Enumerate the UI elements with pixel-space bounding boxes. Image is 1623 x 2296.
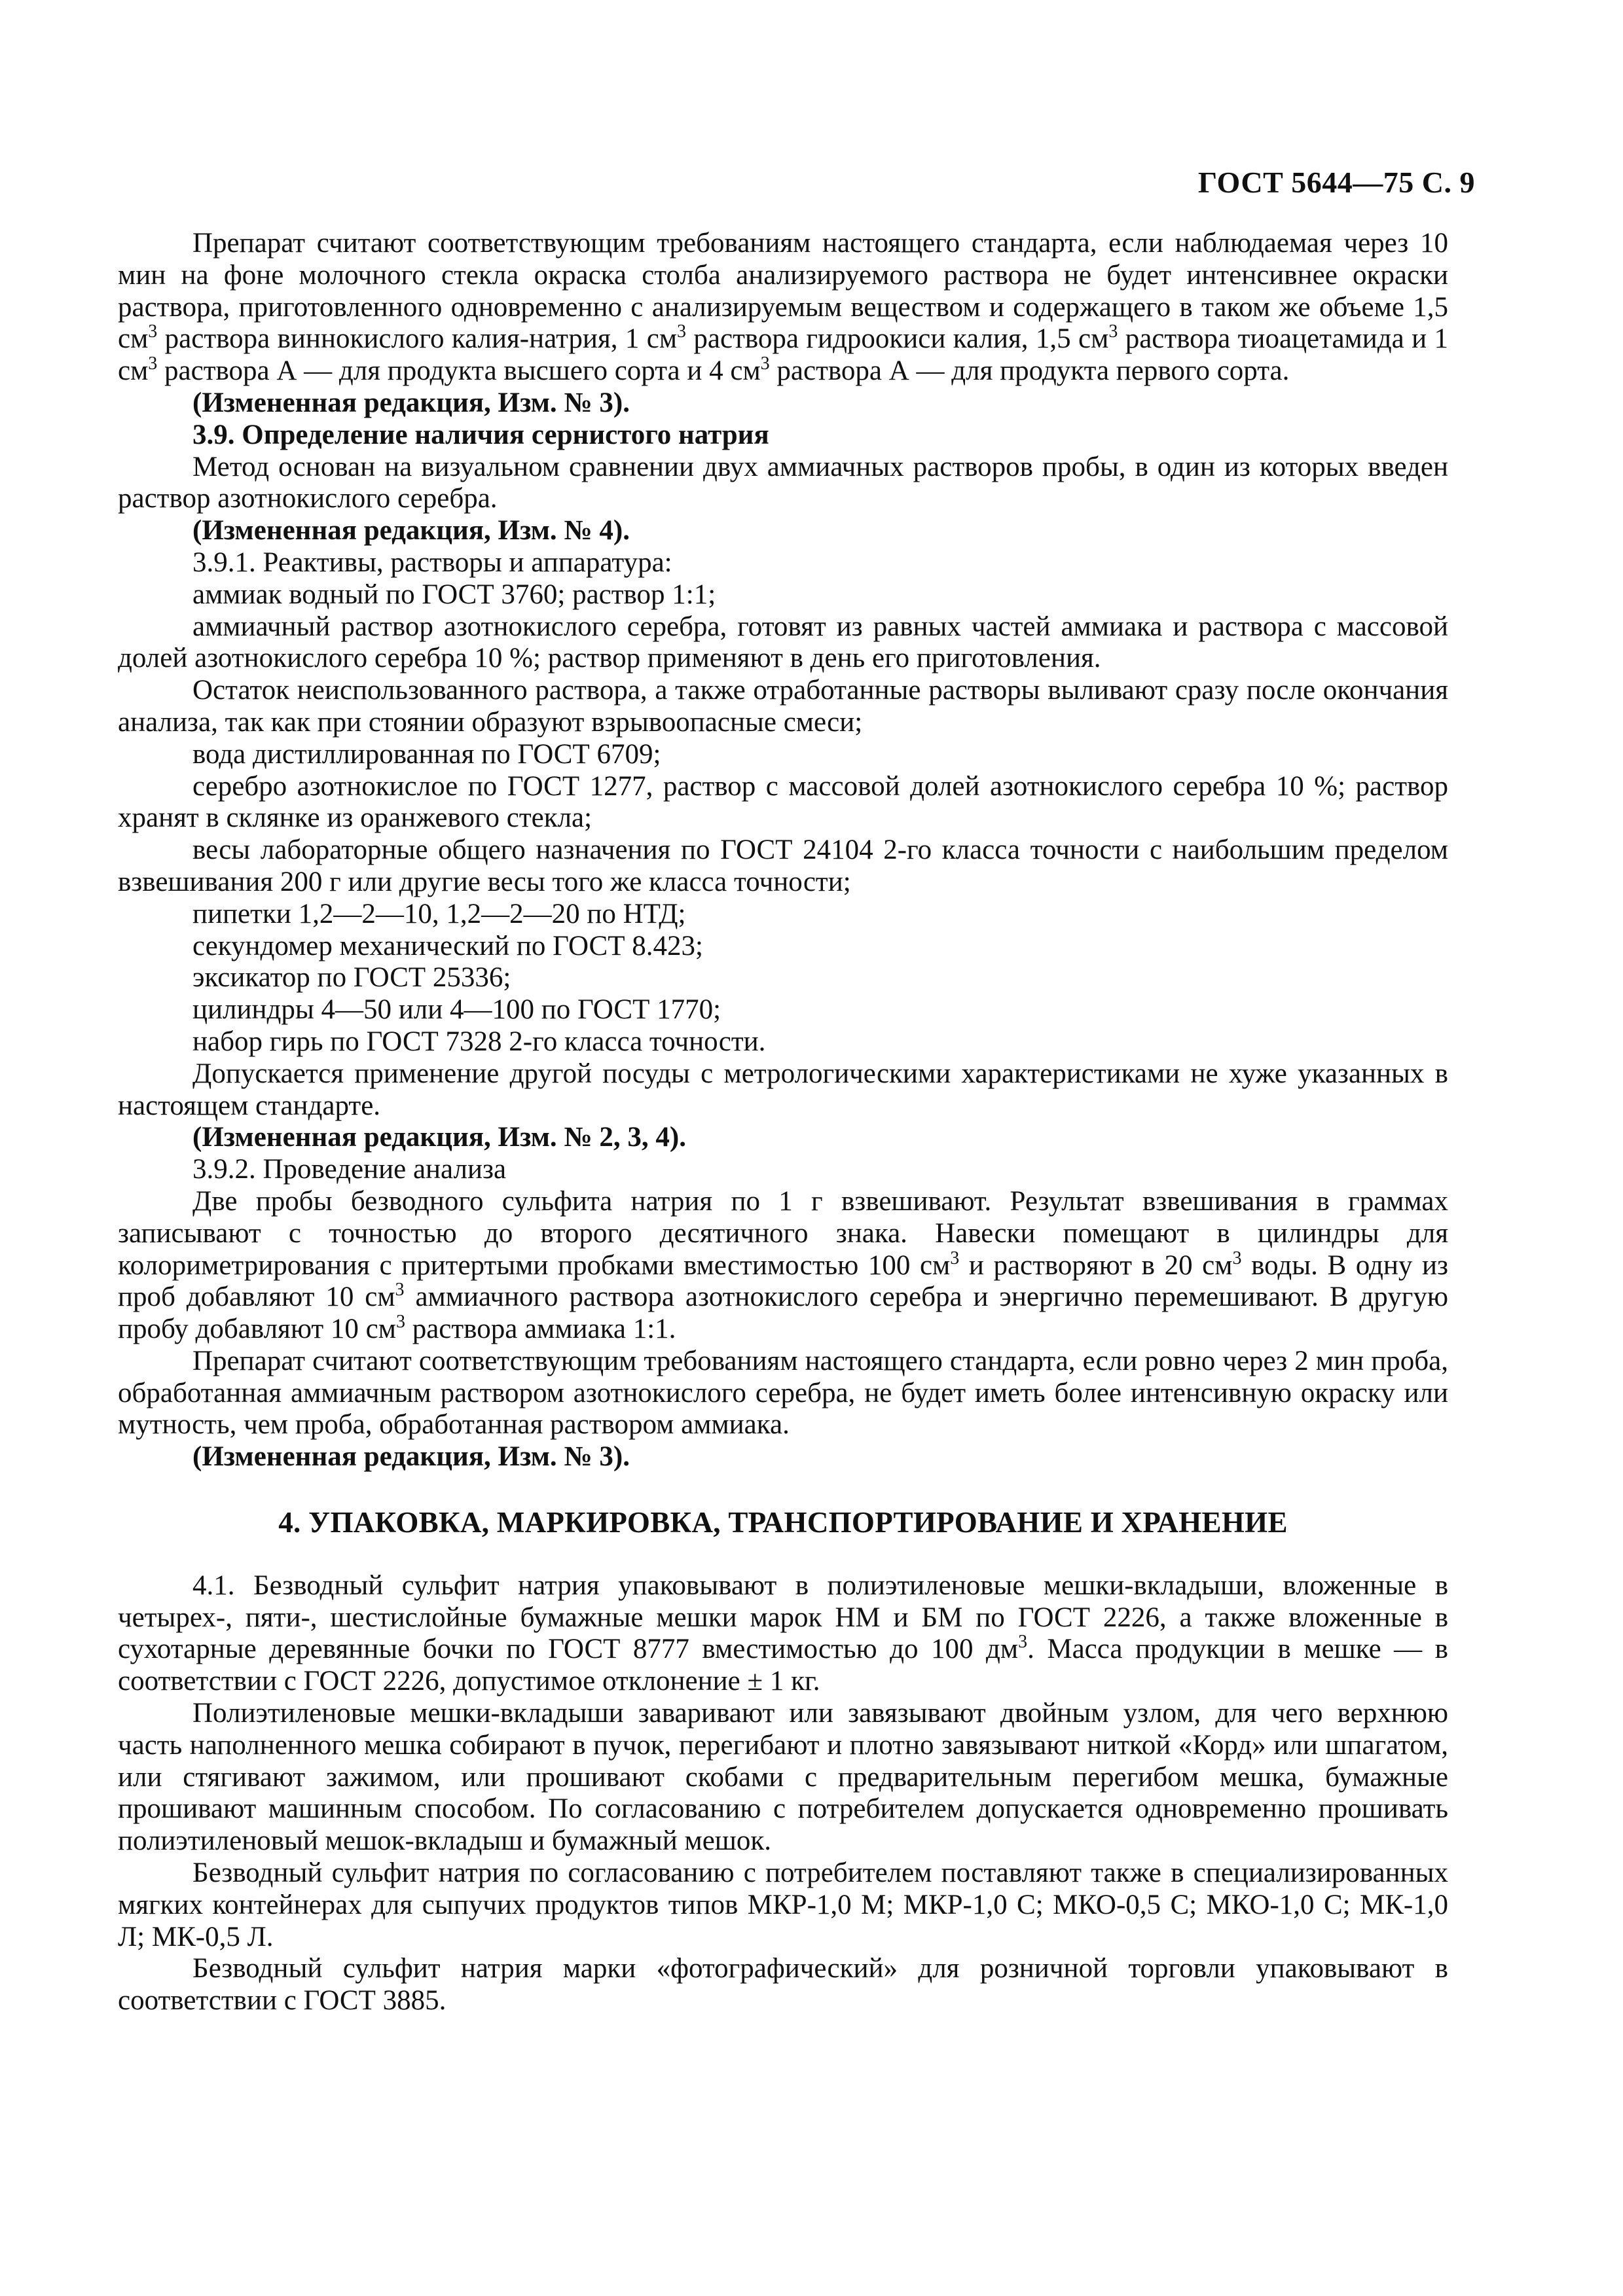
body-paragraph: Препарат считают соответствующим требованиям настоящего стандарта, если наблюдаемая через 10 мин на фоне молочного стекла окраска столба анализируемого раствора не будет интенсивнее окраски раствора, приготовленного одновременно с анализируемым веществом и содержащего в таком же объеме 1,5 $см^3$ раствора виннокислого калия-натрия, 1 $см^3$ раствора гидроокиси калия, 1,5 $см^3$ раствора тиоацетамида и 1 $см^3$ раствора А — для продукта высшего сорта и 4 $см^3$ раствора А — для продукта первого сорта. — [118, 228, 1448, 387]
bold-paragraph: (Измененная редакция, Изм. № 3). — [192, 1441, 630, 1473]
body-paragraph: аммиачный раствор азотнокислого серебра, готовят из равных частей аммиака и раствора с массовой долей азотнокислого серебра 10 %; раствор применяют в день его приготовления. — [118, 611, 1448, 674]
body-paragraph: Остаток неиспользованного раствора, а также отработанные растворы выливают сразу после окончания анализа, так как при стоянии образуют взрывоопасные смеси; — [118, 675, 1448, 738]
body-paragraph: аммиак водный по ГОСТ 3760; раствор 1:1; — [192, 579, 716, 610]
body-paragraph: цилиндры 4—50 или 4—100 по ГОСТ 1770; — [192, 994, 721, 1026]
body-paragraph: секундомер механический по ГОСТ 8.423; — [192, 930, 703, 961]
body-paragraph: 3.9.1. Реактивы, растворы и аппаратура: — [192, 547, 672, 578]
body-paragraph: Препарат считают соответствующим требованиям настоящего стандарта, если ровно через 2 мин проба, обработанная аммиачным раствором азотнокислого серебра, не будет иметь более интенсивную окраску или мутность, чем проба, обработанная раствором аммиака. — [118, 1345, 1448, 1441]
body-paragraph: Полиэтиленовые мешки-вкладыши заваривают или завязывают двойным узлом, для чего верхнюю часть наполненного мешка собирают в пучок, перегибают и плотно завязывают ниткой «Корд» или шпагатом, или стягивают зажимом, или прошивают скобами с предварительным перегибом мешка, бумажные прошивают машинным способом. По согласованию с потребителем допускается одновременно прошивать полиэтиленовый мешок-вкладыш и бумажный мешок. — [118, 1698, 1448, 1857]
bold-paragraph: (Измененная редакция, Изм. № 4). — [192, 515, 630, 547]
section-heading: 4. УПАКОВКА, МАРКИРОВКА, ТРАНСПОРТИРОВАНИЕ И ХРАНЕНИЕ — [278, 1506, 1288, 1539]
body-paragraph: серебро азотнокислое по ГОСТ 1277, раствор с массовой долей азотнокислого серебра 10 %; раствор хранят в склянке из оранжевого стекла; — [118, 770, 1448, 834]
body-paragraph: 3.9.2. Проведение анализа — [192, 1154, 507, 1185]
body-paragraph: Безводный сульфит натрия по согласованию с потребителем поставляют также в специализированных мягких контейнерах для сыпучих продуктов типов МКР-1,0 М; МКР-1,0 С; МКО-0,5 С; МКО-1,0 С; МК-1,0 Л; МК-0,5 Л. — [118, 1857, 1448, 1952]
body-paragraph: Две пробы безводного сульфита натрия по 1 г взвешивают. Результат взвешивания в граммах записывают с точностью до второго десятичного знака. Навески помещают в цилиндры для колориметрирования с притертыми пробками вместимостью 100 $см^3$ и растворяют в 20 $см^3$ воды. В одну из проб добавляют 10 $см^3$ аммиачного раствора азотнокислого серебра и энергично перемешивают. В другую пробу добавляют 10 $см^3$ раствора аммиака 1:1. — [118, 1185, 1448, 1345]
bold-paragraph: 3.9. Определение наличия сернистого натрия — [192, 419, 769, 450]
bold-paragraph: (Измененная редакция, Изм. № 2, 3, 4). — [192, 1122, 686, 1153]
body-paragraph: набор гирь по ГОСТ 7328 2-го класса точности. — [192, 1026, 766, 1057]
body-paragraph: Метод основан на визуальном сравнении двух аммиачных растворов пробы, в один из которых введен раствор азотнокислого серебра. — [118, 451, 1448, 514]
bold-paragraph: (Измененная редакция, Изм. № 3). — [192, 387, 630, 418]
body-paragraph: 4.1. Безводный сульфит натрия упаковывают в полиэтиленовые мешки-вкладыши, вложенные в четырех-, пяти-, шестислойные бумажные мешки марок НМ и БМ по ГОСТ 2226, а также вложенные в сухотарные деревянные бочки по ГОСТ 8777 вместимостью до 100 $дм^3$. Масса продукции в мешке — в соответствии с ГОСТ 2226, допустимое отклонение ± 1 кг. — [118, 1570, 1448, 1697]
body-paragraph: эксикатор по ГОСТ 25336; — [192, 962, 511, 994]
body-paragraph: весы лабораторные общего назначения по ГОСТ 24104 2-го класса точности с наибольшим пределом взвешивания 200 г или другие весы того же класса точности; — [118, 834, 1448, 897]
body-paragraph: Безводный сульфит натрия марки «фотографический» для розничной торговли упаковывают в соответствии с ГОСТ 3885. — [118, 1953, 1448, 2017]
body-paragraph: пипетки 1,2—2—10, 1,2—2—20 по НТД; — [192, 898, 686, 929]
document-body — [118, 228, 1448, 2017]
page-header: ГОСТ 5644—75 С. 9 — [1197, 166, 1475, 199]
body-paragraph: Допускается применение другой посуды с метрологическими характеристиками не хуже указанных в настоящем стандарте. — [118, 1058, 1448, 1121]
body-paragraph: вода дистиллированная по ГОСТ 6709; — [192, 738, 661, 770]
